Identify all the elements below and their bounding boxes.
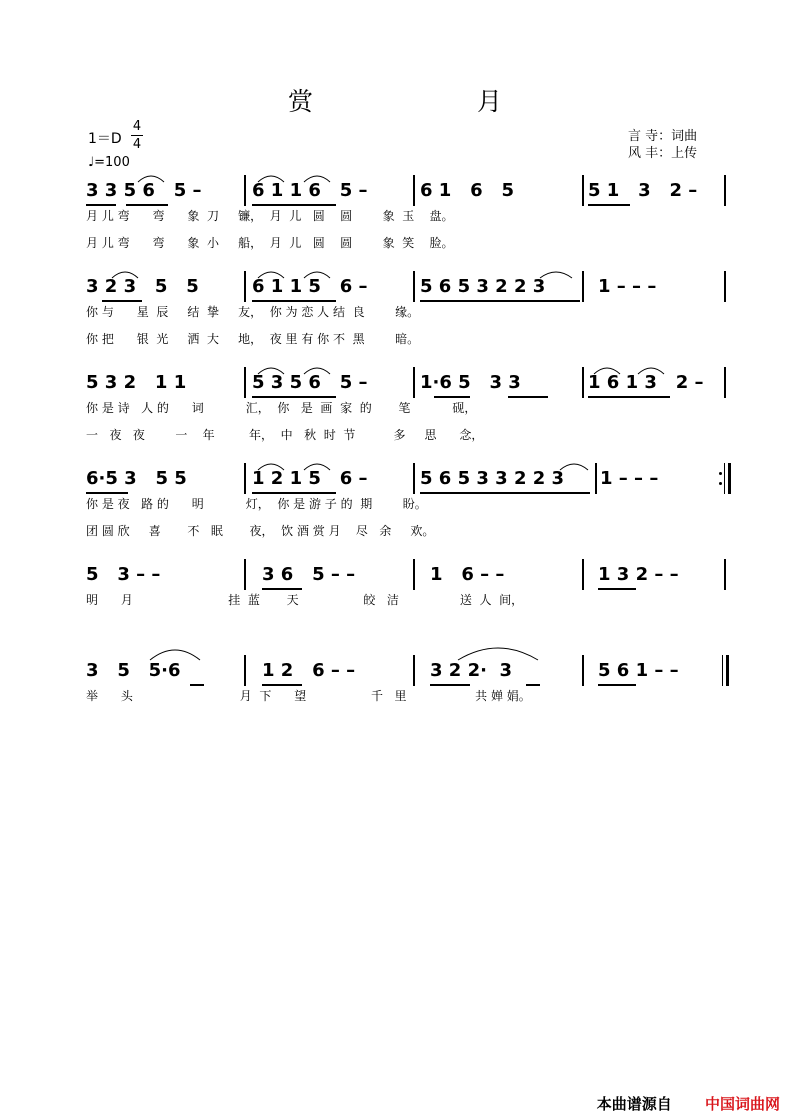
arranger-credit: 风 丰：上传 bbox=[628, 146, 698, 161]
measure: 5 3 2 1 1 bbox=[86, 372, 187, 393]
score-system-4 bbox=[0, 466, 790, 566]
measure: 5 6 1 – – bbox=[598, 660, 679, 681]
time-signature-bottom: 4 bbox=[132, 137, 142, 152]
time-signature bbox=[131, 118, 143, 153]
slur bbox=[138, 176, 164, 182]
slur-marks bbox=[0, 178, 790, 208]
time-signature-top: 4 bbox=[132, 119, 142, 134]
slur-marks bbox=[0, 658, 790, 688]
underline bbox=[598, 588, 636, 590]
footer-attribution bbox=[597, 1093, 780, 1114]
measure: 3 6 5 – – bbox=[262, 564, 356, 585]
song-title: 赏 月 bbox=[288, 87, 580, 116]
slur-marks bbox=[0, 370, 790, 400]
lyric-line-1: 明 月 挂 蓝 天 皎 洁 送 人 间， bbox=[86, 593, 524, 607]
measure: 5 6 5 3 3 2 2 3 bbox=[420, 468, 565, 489]
measure: 1 6 1 3 2 – bbox=[588, 372, 704, 393]
measure: 6·5 3 5 5 bbox=[86, 468, 187, 489]
measure: 3 3 5 6 5 – bbox=[86, 180, 202, 201]
lyric-line-1: 你 是 诗 人 的 词 汇， 你 是 画 家 的 笔 砚， bbox=[86, 401, 477, 415]
measure: 5 3 – – bbox=[86, 564, 161, 585]
score-system-3 bbox=[0, 370, 790, 470]
measure: 5 1 3 2 – bbox=[588, 180, 698, 201]
measure: 3 2 2· 3 bbox=[430, 660, 513, 681]
score-system-5 bbox=[0, 562, 790, 662]
score-system-6 bbox=[0, 658, 790, 758]
measure: 1 6 – – bbox=[430, 564, 505, 585]
lyric-line-2: 你 把 银 光 洒 大 地， 夜 里 有 你 不 黑 暗。 bbox=[86, 332, 420, 346]
measure: 6 1 6 5 bbox=[420, 180, 514, 201]
score-system-2 bbox=[0, 274, 790, 374]
lyric-line-1: 你 是 夜 路 的 明 灯， 你 是 游 子 的 期 盼。 bbox=[86, 497, 427, 511]
measure: 3 5 5·6 bbox=[86, 660, 181, 681]
lyric-line-2: 团 圆 欣 喜 不 眠 夜， 饮 酒 赏 月 尽 余 欢。 bbox=[86, 524, 435, 538]
lyric-line-1: 举 头 月 下 望 千 里 共 婵 娟。 bbox=[86, 689, 531, 703]
lyric-line-1: 月 儿 弯 弯 象 刀 镰， 月 儿 圆 圆 象 玉 盘。 bbox=[86, 209, 454, 223]
measure: 6 1 1 6 5 – bbox=[252, 180, 368, 201]
footer-source: 本曲谱源自 bbox=[596, 1095, 672, 1113]
score-system-1 bbox=[0, 178, 790, 278]
measure: 3 2 3 5 5 bbox=[86, 276, 199, 297]
measure: 1 2 1 5 6 – bbox=[252, 468, 368, 489]
lyric-line-2: 月 儿 弯 弯 象 小 船， 月 儿 圆 圆 象 笑 脸。 bbox=[86, 236, 454, 250]
measure: 5 3 5 6 5 – bbox=[252, 372, 368, 393]
key-signature: 1＝D bbox=[88, 131, 122, 147]
measure: 5 6 5 3 2 2 3 bbox=[420, 276, 546, 297]
measure: 1 2 6 – – bbox=[262, 660, 356, 681]
barline bbox=[724, 559, 726, 590]
footer-site-link[interactable]: 中国词曲网 bbox=[704, 1095, 780, 1113]
tempo-marking: ♩=100 bbox=[88, 155, 130, 170]
slur-marks bbox=[0, 274, 790, 304]
measure: 6 1 1 5 6 – bbox=[252, 276, 368, 297]
measure: 1 – – – bbox=[600, 468, 659, 489]
underline bbox=[262, 588, 302, 590]
slur-marks bbox=[0, 466, 790, 496]
lyric-line-2: 一 夜 夜 一 年 年， 中 秋 时 节 多 思 念， bbox=[86, 428, 484, 442]
barline bbox=[413, 559, 415, 590]
credits bbox=[628, 128, 697, 162]
slur bbox=[258, 176, 284, 182]
lyricist-credit: 言 寺：词曲 bbox=[628, 129, 698, 144]
slur bbox=[304, 176, 330, 182]
lyric-line-1: 你 与 星 辰 结 挚 友， 你 为 恋 人 结 良 缘。 bbox=[86, 305, 420, 319]
measure: 1 – – – bbox=[598, 276, 657, 297]
barline bbox=[582, 559, 584, 590]
measure: 1 3 2 – – bbox=[598, 564, 679, 585]
measure: 1·6 5 3 3 bbox=[420, 372, 521, 393]
barline bbox=[244, 559, 246, 590]
